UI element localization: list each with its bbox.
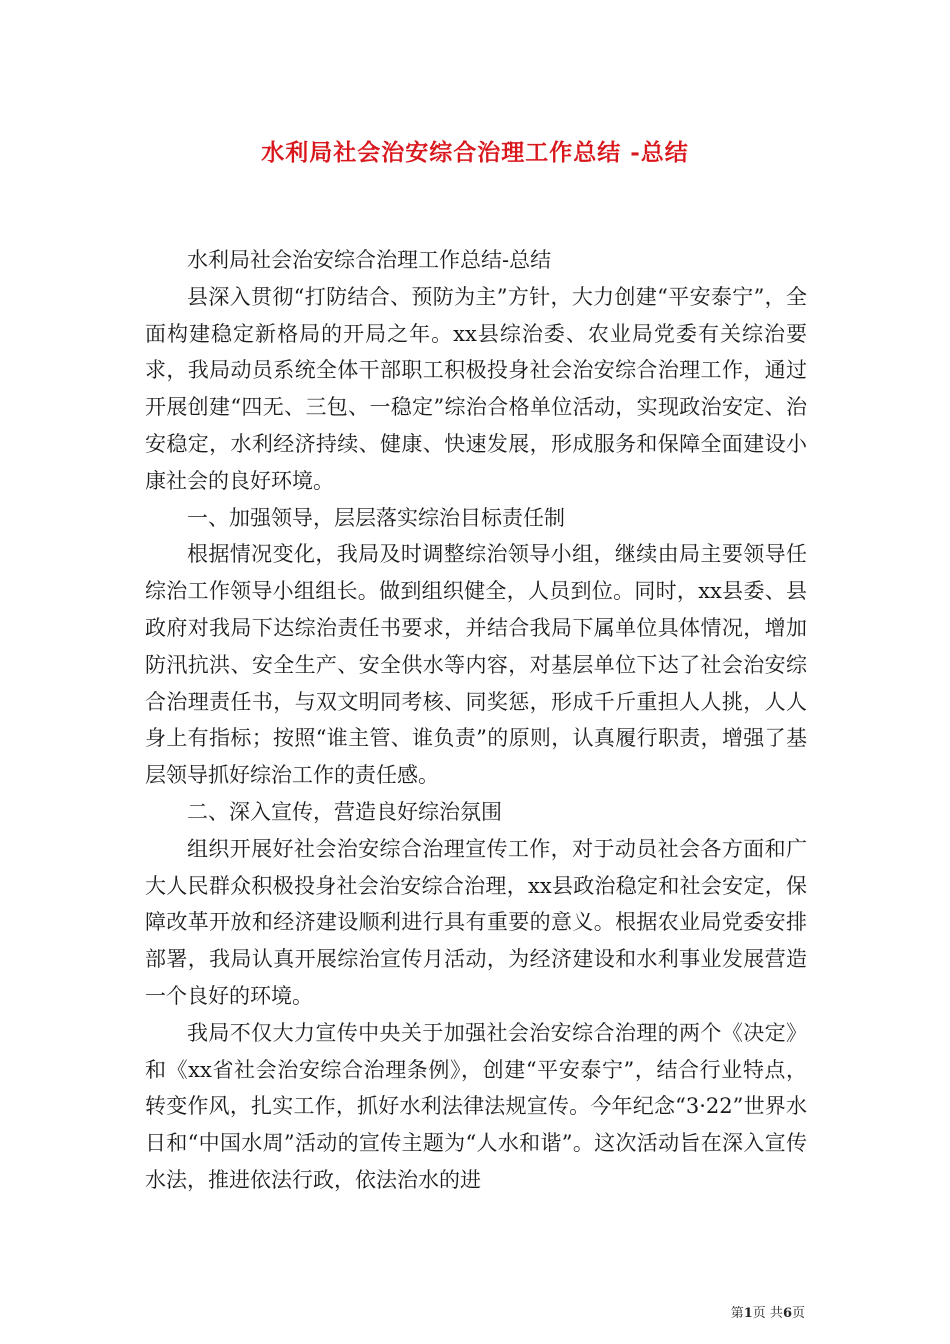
document-body [145, 242, 807, 1199]
section-heading-2: 二、深入宣传，营造良好综治氛围 [187, 799, 502, 824]
intro-paragraph: 县深入贯彻“打防结合、预防为主”方针，大力创建“平安泰宁”，全面构建稳定新格局的开局之年。xx县综治委、农业局党委有关综治要求，我局动员系统全体干部职工积极投身社会治安综合治理工作，通过开展创建“四无、三包、一稳定”综治合格单位活动，实现政治安定、治安稳定，水利经济持续、健康、快速发展，形成服务和保障全面建设小康社会的良好环境。 [145, 284, 807, 493]
current-page: 1 [743, 1306, 753, 1321]
document-title: 水利局社会治安综合治理工作总结 -总结 [261, 139, 689, 166]
page-prefix: 第 [730, 1306, 744, 1321]
section-2-paragraph-2: 我局不仅大力宣传中央关于加强社会治安综合治理的两个《决定》和《xx省社会治安综合治理条例》，创建“平安泰宁”，结合行业特点，转变作风，扎实工作，抓好水利法律法规宣传。今年纪念“3·22”世界水日和“中国水周”活动的宣传主题为“人水和谐”。这次活动旨在深入宣传水法，推进依法行政，依法治水的进 [145, 1020, 807, 1192]
section-heading-1: 一、加强领导，层层落实综治目标责任制 [187, 505, 565, 530]
section-1-paragraph: 根据情况变化，我局及时调整综治领导小组，继续由局主要领导任综治工作领导小组组长。做到组织健全，人员到位。同时，xx县委、县政府对我局下达综治责任书要求，并结合我局下属单位具体情况，增加防汛抗洪、安全生产、安全供水等内容，对基层单位下达了社会治安综合治理责任书，与双文明同考核、同奖惩，形成千斤重担人人挑，人人身上有指标；按照“谁主管、谁负责”的原则，认真履行职责，增强了基层领导抓好综治工作的责任感。 [145, 542, 807, 788]
section-2-paragraph-1: 组织开展好社会治安综合治理宣传工作，对于动员社会各方面和广大人民群众积极投身社会治安综合治理，xx县政治稳定和社会安定，保障改革开放和经济建设顺利进行具有重要的意义。根据农业局党委安排部署，我局认真开展综治宣传月活动，为经济建设和水利事业发展营造一个良好的环境。 [145, 836, 807, 1008]
total-pages: 6 [782, 1306, 792, 1321]
page-middle: 页 共 [752, 1306, 783, 1321]
subtitle-paragraph: 水利局社会治安综合治理工作总结-总结 [187, 248, 552, 272]
page-suffix: 页 [791, 1306, 805, 1321]
page-number [731, 1302, 805, 1321]
